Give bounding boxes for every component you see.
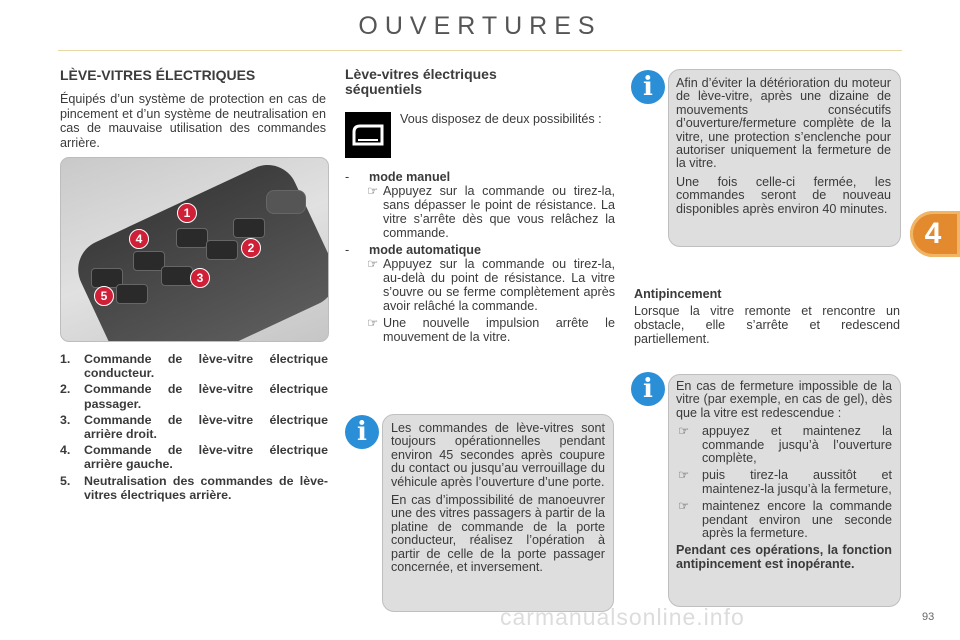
switch-driver: [176, 228, 208, 248]
list-item: ☞ Appuyez sur la commande ou tirez-la, au-delà du point de résistance. La vitre s’ouvre ou se ferme complètement après avoir relâché la commande.: [367, 257, 615, 313]
page-number: 93: [922, 611, 935, 623]
list-item: ☞ Appuyez sur la commande ou tirez-la, sans dépasser le point de résistance. La vitre s’arrête dès que vous relâchez la commande.: [367, 184, 615, 240]
info-box-timing: Les commandes de lève-vitres sont toujours opérationnelles pendant environ 45 secondes après coupure du contact ou jusqu’au verrouillage du véhicule après l’ouverture d’une porte. En cas d’impossibilité de manoeuvrer une des vitres passagers à partir de la platine de commande de la porte conducteur, réalisez l’opération à partir de celle de la porte passager concernée, et inversement.: [382, 414, 614, 612]
pointer-icon: ☞: [367, 257, 379, 271]
antipinch-text: Lorsque la vitre remonte et rencontre un obstacle, elle s’arrête et redescend partiellement.: [634, 304, 900, 346]
mode-auto-title: - mode automatique: [345, 243, 481, 257]
list-item: 5. Neutralisation des commandes de lève-vitres électriques arrière.: [60, 473, 328, 502]
switch-panel: [68, 157, 329, 342]
section-heading: LÈVE-VITRES ÉLECTRIQUES: [60, 67, 256, 83]
modes-list: [345, 168, 615, 347]
callout-badge-3: 3: [190, 268, 210, 288]
page-title: OUVERTURES: [358, 12, 602, 40]
pointer-icon: ☞: [678, 468, 690, 483]
list-item: 1. Commande de lève-vitre électrique conducteur.: [60, 352, 328, 381]
list-item: ☞ maintenez encore la commande pendant environ une seconde après la fermeture.: [678, 499, 892, 541]
pointer-icon: ☞: [367, 316, 379, 330]
chapter-tab[interactable]: [910, 211, 960, 257]
callout-badge-1: 1: [177, 203, 197, 223]
window-switch-photo: [60, 157, 329, 342]
info-icon: i: [631, 372, 665, 406]
pointer-icon: ☞: [678, 499, 690, 514]
header-divider: [58, 50, 902, 51]
list-item: 3. Commande de lève-vitre électrique arrière droit.: [60, 412, 328, 442]
warning-text: Pendant ces opérations, la fonction antipincement est inopérante.: [676, 543, 892, 571]
switch-passenger-2: [206, 240, 238, 260]
pointer-icon: ☞: [678, 424, 690, 439]
list-item: ☞ puis tirez-la aussitôt et maintenez-la jusqu’à la fermeture,: [678, 468, 892, 496]
switch-lock-2: [116, 284, 148, 304]
mirror-control: [266, 190, 306, 214]
info-box-freeze: En cas de fermeture impossible de la vitre (par exemple, en cas de gel), dès que la vitre est redescendue : ☞ appuyez et maintenez la commande jusqu’à l’ouverture complète, ☞ puis tirez-la aussitôt et maintenez-la jusqu’à la fermeture, ☞ maintenez encore la commande pendant environ une seconde après la fermeture. Pendant ces opérations, la fonction antipincement est inopérante.: [668, 374, 901, 607]
window-switch-icon: [345, 112, 391, 158]
list-item: 2. Commande de lève-vitre électrique passager.: [60, 382, 328, 411]
pointer-icon: ☞: [367, 184, 379, 198]
callout-badge-4: 4: [129, 229, 149, 249]
antipinch-heading: Antipincement: [634, 287, 722, 301]
chapter-number: 4: [924, 217, 942, 250]
intro-text: Équipés d’un système de protection en cas de pincement et d’un système de neutralisation en cas de mauvaise utilisation des commandes arrière.: [60, 92, 326, 150]
switch-passenger: [233, 218, 265, 238]
legend-list: [60, 352, 328, 504]
info-box-motor: Afin d’éviter la détérioration du moteur de lève-vitre, après une dizaine de mouvements consécutifs d’ouverture/fermeture complète de la vitre, une protection s’enclenche pour autoriser uniquement la fermeture de la vitre. Une fois celle-ci fermée, les commandes seront de nouveau disponibles après environ 40 minutes.: [668, 69, 901, 247]
watermark: carmanualsonline.info: [500, 604, 745, 630]
callout-badge-5: 5: [94, 286, 114, 306]
info-icon: i: [631, 70, 665, 104]
switch-rear-right: [161, 266, 193, 286]
list-item: 4. Commande de lève-vitre électrique arrière gauche.: [60, 443, 328, 472]
info-icon: i: [345, 415, 379, 449]
subsection-heading: Lève-vitres électriques séquentiels: [345, 66, 497, 97]
callout-badge-2: 2: [241, 238, 261, 258]
possibilities-text: Vous disposez de deux possibilités :: [400, 112, 602, 126]
mode-manual-title: - mode manuel: [345, 170, 451, 184]
list-item: ☞ Une nouvelle impulsion arrête le mouvement de la vitre.: [367, 316, 615, 344]
list-item: ☞ appuyez et maintenez la commande jusqu’à l’ouverture complète,: [678, 424, 892, 466]
